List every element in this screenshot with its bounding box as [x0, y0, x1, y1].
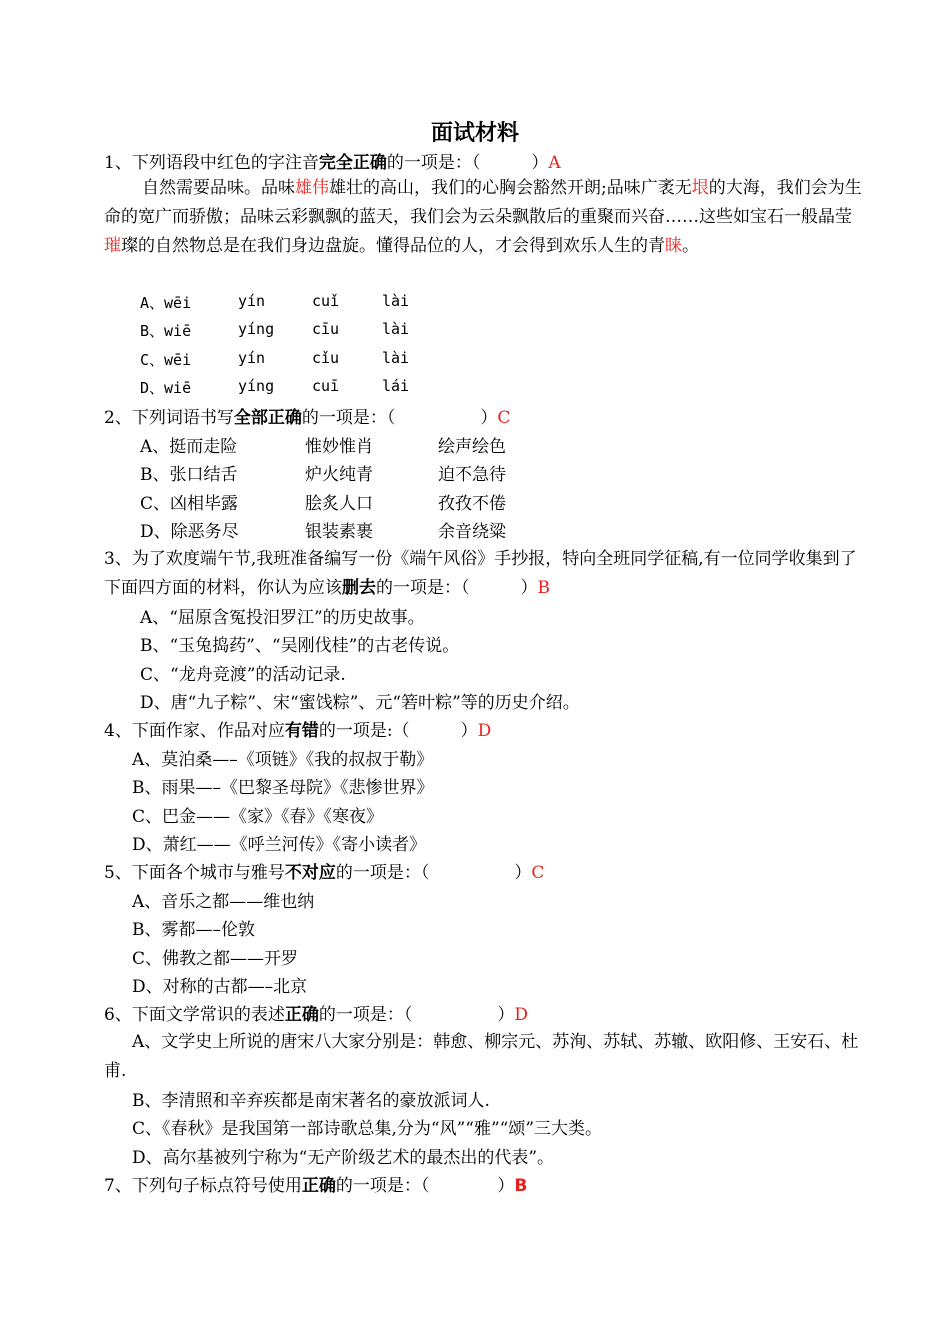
option-d: D、对称的古都—–北京 [132, 977, 308, 997]
option-c: C、“龙舟竞渡”的活动记录. [140, 665, 346, 685]
question-1 [104, 148, 561, 173]
answer-label: B [537, 578, 550, 598]
question-number: 1、 [104, 153, 132, 173]
question-keyword: 正确 [284, 1005, 319, 1025]
question-keyword: 删去 [342, 578, 376, 598]
answer-label: C [497, 408, 511, 428]
option-c: C、巴金——《家》《春》《寒夜》 [132, 807, 384, 827]
question-1-passage: 自然需要品味。品味雄伟雄壮的高山，我们的心胸会豁然开朗;品味广袤无垠的大海，我们会为生命的宽广而骄傲；品味云彩飘飘的蓝天，我们会为云朵飘散后的重聚而兴奋……这些如宝石一般晶莹璀璨的自然物总是在我们身边盘旋。懂得品位的人，才会得到欢乐人生的青睐。 [104, 178, 862, 256]
option-d: D、唐“九子粽”、宋“蜜饯粽”、元“箬叶粽”等的历史介绍。 [140, 693, 580, 713]
option-b: B、“玉兔捣药”、“吴刚伐桂”的古老传说。 [140, 636, 460, 656]
option-a: A、莫泊桑—–《项链》《我的叔叔于勒》 [132, 750, 434, 770]
option-b: B、李清照和辛弃疾都是南宋著名的豪放派词人. [132, 1091, 490, 1111]
question-7: 7、下列句子标点符号使用正确的一项是：（ ）B [104, 1176, 528, 1196]
question-text: 下列语段中红色的字注音 [131, 153, 319, 173]
highlight-char: 垠 [691, 178, 709, 198]
question-4: 4、下面作家、作品对应有错的一项是:（ ）D [104, 721, 492, 741]
question-keyword: 不对应 [284, 863, 336, 883]
option-d: D、萧红——《呼兰河传》《寄小读者》 [132, 835, 427, 855]
option-b: B、雨果—–《巴黎圣母院》《悲惨世界》 [132, 778, 434, 798]
option-a: A、文学史上所说的唐宋八大家分别是：韩愈、柳宗元、苏洵、苏轼、苏辙、欧阳修、王安石、杜甫. [104, 1032, 859, 1081]
question-text-tail: 的一项是：（ ） [386, 153, 549, 173]
answer-label: C [531, 863, 545, 883]
answer-label: D [477, 721, 492, 741]
question-keyword: 完全正确 [318, 153, 387, 173]
highlight-char: 璀 [104, 236, 121, 256]
question-5: 5、下面各个城市与雅号不对应的一项是：（ ）C [104, 863, 545, 883]
answer-label: D [514, 1005, 528, 1025]
option-a: A、“屈原含冤投汨罗江”的历史故事。 [140, 608, 425, 628]
question-2: 2、下列词语书写全部正确的一项是：（ ）C [104, 408, 511, 428]
option-c: C、佛教之都——开罗 [132, 949, 299, 969]
question-6: 6、下面文学常识的表述正确的一项是：（ ）D [104, 1005, 528, 1025]
document-page: 面试材料 1、下列语段中红色的字注音完全正确的一项是：（ ）A 自然需要品味。品味雄伟雄壮的高山，我们的心胸会豁然开朗;品味广袤无垠的大海，我们会为生命的宽广而骄傲；品味云彩飘飘的蓝天，我们会为云朵飘散后的重聚而兴奋……这些如宝石一般晶莹璀璨的自然物总是在我们身边盘旋。懂得品位的人，才会得到欢乐人生的青睐。 A、wēi yín cuǐ lài B、wiē yíng cīu lài C、wēi yín cǐu lài D、wiē yíng cuī lái 2、下列词语书写全部正确的一项是：（ ）C A、挺而走险 惟妙惟肖 绘声绘色 B、张口结舌 炉火纯青 迫不急待 C、凶相毕露 脍炙人口 孜孜不倦 D、除恶务尽 银装素裹 余音绕粱 3、为了欢度端午节,我班准备编写一份《端午风俗》手抄报，特向全班同学征稿,有一位同学收集到了下面四方面的材料，你认为应该删去的一项是：（ ）B A、“屈原含冤投汨罗江”的历史故事。 B、“玉兔捣药”、“吴刚伐桂”的古老传说。 C、“龙舟竞渡”的活动记录. D、唐“九子粽”、宋“蜜饯粽”、元“箬叶粽”等的历史介绍。 4、下面作家、作品对应有错的一项是:（ ）D A、莫泊桑—–《项链》《我的叔叔于勒》 B、雨果—–《巴黎圣母院》《悲惨世界》 C、巴金——《家》《春》《寒夜》 D、萧红——《呼兰河传》《寄小读者》 5、下面各个城市与雅号不对应的一项是：（ ）C A、音乐之都——维也纳 B、雾都—–伦敦 C、佛教之都——开罗 D、对称的古都—–北京 6、下面文学常识的表述正确的一项是：（ ）D A、文学史上所说的唐宋八大家分别是：韩愈、柳宗元、苏洵、苏轼、苏辙、欧阳修、王安石、杜甫. B、李清照和辛弃疾都是南宋著名的豪放派词人. C、《春秋》是我国第一部诗歌总集,分为“风”“雅”“颂”三大类。 D、高尔基被列宁称为“无产阶级艺术的最杰出的代表”。 7、下列句子标点符号使用正确的一项是：（ ）B [0, 0, 950, 1342]
answer-label: B [514, 1176, 528, 1196]
option-b: B、雾都—–伦敦 [132, 920, 255, 940]
highlight-char: 雄伟 [295, 178, 329, 198]
highlight-char: 睐 [665, 236, 682, 256]
question-keyword: 正确 [301, 1176, 336, 1196]
question-keyword: 全部正确 [233, 408, 302, 428]
option-c: C、《春秋》是我国第一部诗歌总集,分为“风”“雅”“颂”三大类。 [132, 1119, 603, 1139]
question-3: 3、为了欢度端午节,我班准备编写一份《端午风俗》手抄报，特向全班同学征稿,有一位同学收集到了下面四方面的材料，你认为应该删去的一项是：（ ）B [104, 549, 857, 598]
option-d: D、高尔基被列宁称为“无产阶级艺术的最杰出的代表”。 [132, 1148, 555, 1168]
question-keyword: 有错 [284, 721, 319, 741]
answer-label: A [548, 153, 561, 173]
page-title: 面试材料 [430, 121, 519, 146]
option-a: A、音乐之都——维也纳 [132, 892, 315, 912]
